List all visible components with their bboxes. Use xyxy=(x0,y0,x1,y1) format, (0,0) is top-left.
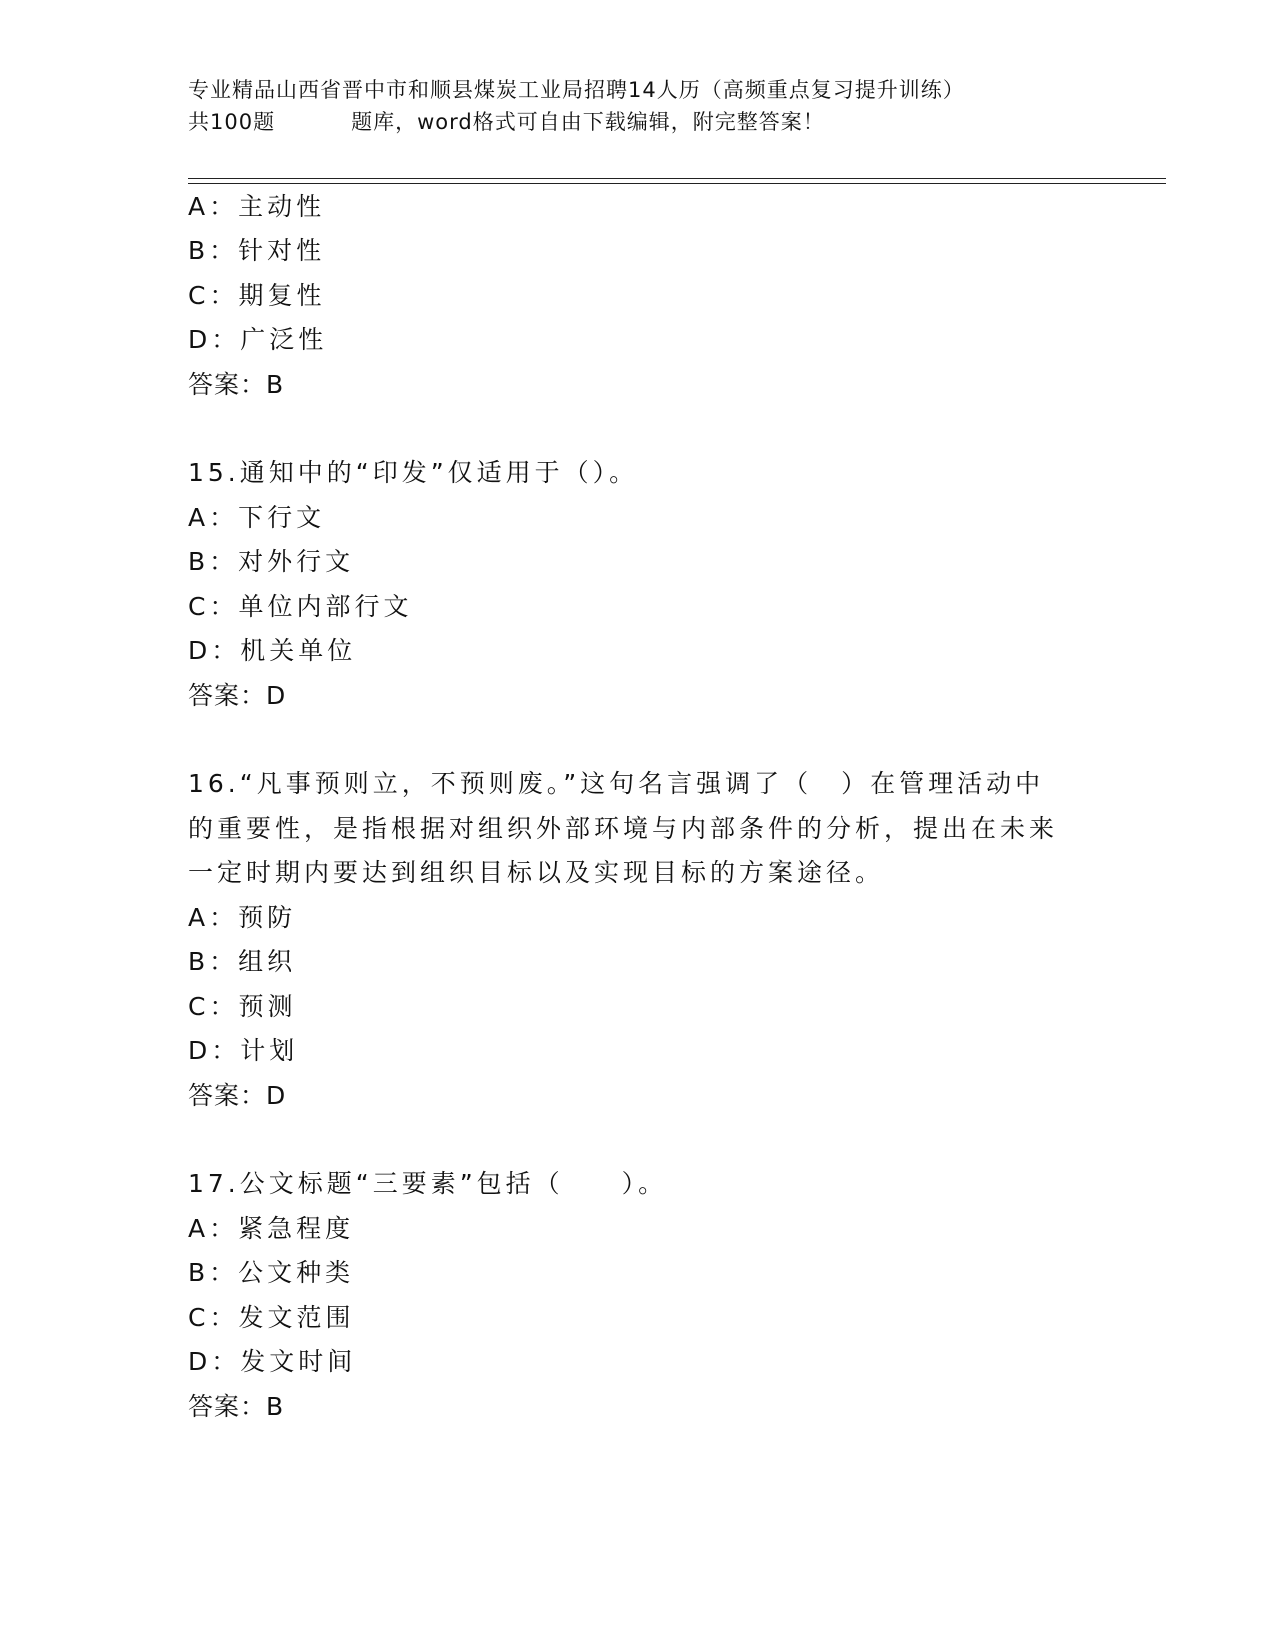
header-divider-top xyxy=(188,178,1166,179)
q17-option-b: B：公文种类 xyxy=(188,1258,355,1287)
q17-stem: 17.公文标题“三要素”包括（ ）。 xyxy=(188,1169,668,1198)
q16-option-c: C：预测 xyxy=(188,992,297,1021)
q14-option-b: B：针对性 xyxy=(188,236,326,265)
q17-option-d: D：发文时间 xyxy=(188,1347,357,1376)
q16-option-b: B：组织 xyxy=(188,947,297,976)
q14-option-a: A：主动性 xyxy=(188,192,326,221)
q14-option-c: C：期复性 xyxy=(188,281,326,310)
q16-option-d: D：计划 xyxy=(188,1036,299,1065)
q14-answer: 答案：B xyxy=(188,370,285,399)
q17-option-a: A：紧急程度 xyxy=(188,1214,355,1243)
header-subtitle xyxy=(188,106,1168,138)
q15-option-d: D：机关单位 xyxy=(188,636,357,665)
q15-option-c: C：单位内部行文 xyxy=(188,592,413,621)
header-description: 题库，word格式可自由下载编辑，附完整答案！ xyxy=(351,110,825,134)
q17-answer: 答案：B xyxy=(188,1392,285,1421)
q14-option-d: D：广泛性 xyxy=(188,325,328,354)
q15-stem: 15.通知中的“印发”仅适用于（）。 xyxy=(188,458,639,487)
header-count: 共100题 xyxy=(188,110,276,134)
q16-option-a: A：预防 xyxy=(188,903,297,932)
q17-option-c: C：发文范围 xyxy=(188,1303,355,1332)
q15-answer: 答案：D xyxy=(188,681,287,710)
document-header xyxy=(188,74,1168,138)
q16-stem-line-1: 16.“凡事预则立，不预则废。”这句名言强调了（ ）在管理活动中 xyxy=(188,769,1045,798)
header-divider-bottom xyxy=(188,183,1166,184)
header-title: 专业精品山西省晋中市和顺县煤炭工业局招聘14人历（高频重点复习提升训练） xyxy=(188,78,965,102)
q16-stem-line-2: 的重要性，是指根据对组织外部环境与内部条件的分析，提出在未来 xyxy=(188,814,1059,843)
q16-answer: 答案：D xyxy=(188,1081,287,1110)
q15-option-b: B：对外行文 xyxy=(188,547,355,576)
q16-stem-line-3: 一定时期内要达到组织目标以及实现目标的方案途径。 xyxy=(188,858,885,887)
q15-option-a: A：下行文 xyxy=(188,503,326,532)
